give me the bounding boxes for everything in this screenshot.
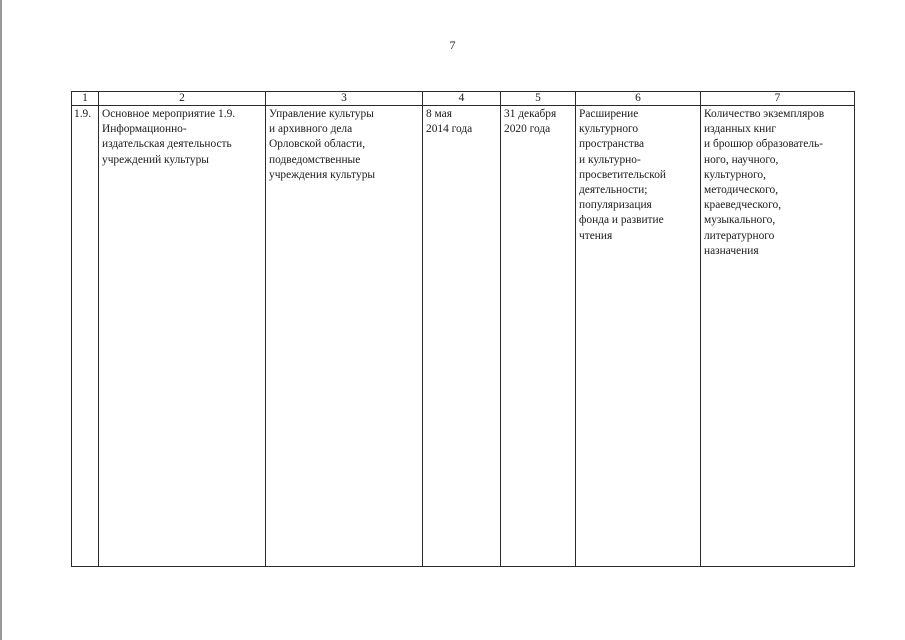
cell-line: музыкального, <box>704 214 776 227</box>
cell-line: чтения <box>579 229 613 242</box>
column-header-3: 3 <box>266 92 423 106</box>
cell-line: Орловской области, <box>269 138 366 151</box>
cell-line: 1.9. <box>74 108 92 120</box>
program-table <box>71 91 855 567</box>
cell-line: пространства <box>579 138 645 151</box>
cell-expected-result <box>576 106 701 567</box>
column-header-1: 1 <box>72 92 99 106</box>
cell-line: ного, научного, <box>704 153 779 166</box>
cell-line: учреждений культуры <box>102 153 209 166</box>
cell-line: популяризация <box>579 199 652 212</box>
table-row <box>72 106 855 567</box>
cell-line: Основное мероприятие 1.9. <box>102 108 236 120</box>
cell-line: культурного <box>579 123 639 136</box>
cell-line: деятельности; <box>579 184 648 197</box>
cell-line: литературного <box>704 229 775 242</box>
cell-line: Расширение <box>579 108 639 120</box>
cell-line: 2014 года <box>426 123 473 136</box>
cell-line: и брошюр образователь- <box>704 138 824 151</box>
cell-line: и культурно- <box>579 153 641 166</box>
cell-start-date <box>423 106 501 567</box>
cell-line: Количество экземпляров <box>704 108 825 120</box>
cell-line: культурного, <box>704 168 766 181</box>
cell-responsible <box>266 106 423 567</box>
cell-line: Управление культуры <box>269 108 374 120</box>
cell-line: краеведческого, <box>704 199 782 212</box>
scan-edge <box>0 0 2 640</box>
column-header-5: 5 <box>501 92 576 106</box>
cell-line: издательская деятельность <box>102 138 232 151</box>
column-header-4: 4 <box>423 92 501 106</box>
column-header-2: 2 <box>99 92 266 106</box>
cell-line: 31 декабря <box>504 108 557 120</box>
header-row <box>72 92 855 106</box>
cell-end-date <box>501 106 576 567</box>
cell-line: 8 мая <box>426 108 452 120</box>
cell-line: 2020 года <box>504 123 551 136</box>
cell-line: и архивного дела <box>269 123 353 136</box>
column-header-7: 7 <box>701 92 855 106</box>
cell-line: Информационно- <box>102 123 187 136</box>
column-header-6: 6 <box>576 92 701 106</box>
cell-line: изданных книг <box>704 123 777 136</box>
cell-item-number <box>72 106 99 567</box>
cell-line: учреждения культуры <box>269 168 376 181</box>
cell-line: методического, <box>704 184 779 197</box>
cell-indicator <box>701 106 855 567</box>
cell-line: назначения <box>704 244 759 257</box>
cell-line: фонда и развитие <box>579 214 664 227</box>
page-number: 7 <box>449 38 456 52</box>
cell-activity <box>99 106 266 567</box>
cell-line: просветительской <box>579 168 666 181</box>
cell-line: подведомственные <box>269 153 361 166</box>
